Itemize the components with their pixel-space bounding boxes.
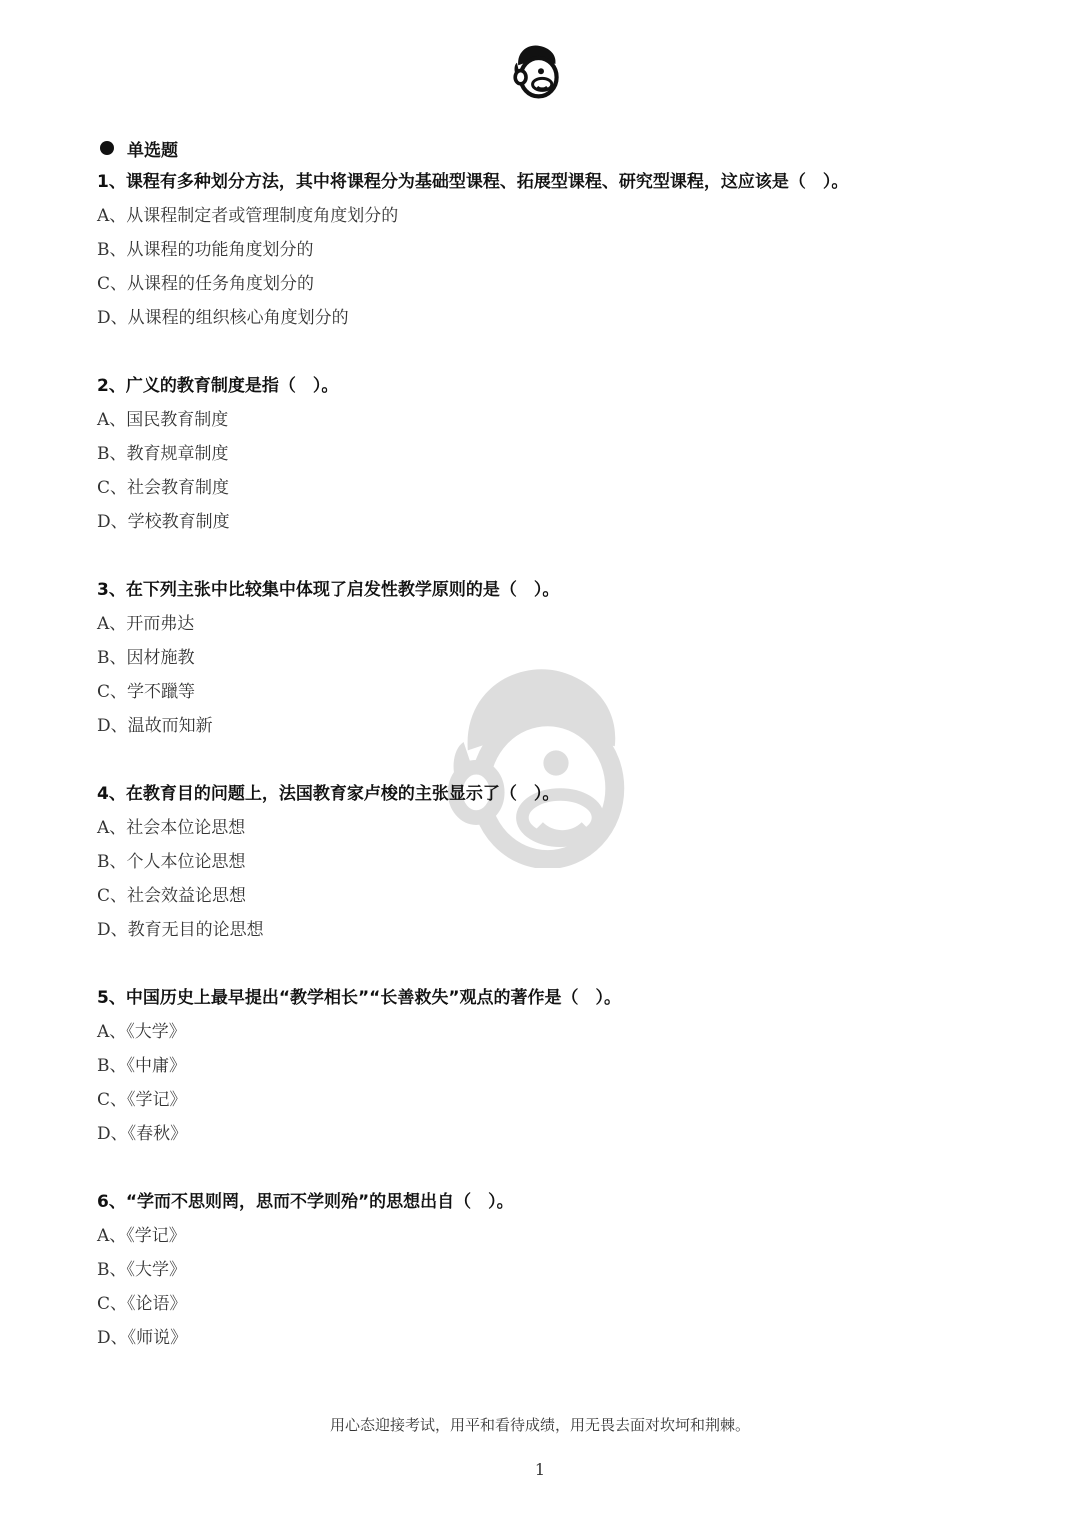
option-d: D、《师说》 xyxy=(97,1328,188,1348)
option-d: D、学校教育制度 xyxy=(97,512,230,532)
option-d: D、《春秋》 xyxy=(97,1124,188,1144)
option-c: C、社会教育制度 xyxy=(97,478,230,498)
question-6 xyxy=(97,1185,997,1355)
option-c: C、从课程的任务角度划分的 xyxy=(97,274,315,294)
option-a: A、《大学》 xyxy=(97,1022,186,1042)
option-a: A、社会本位论思想 xyxy=(97,818,246,838)
option-c: C、《论语》 xyxy=(97,1294,187,1314)
question-text: 5、中国历史上最早提出“教学相长”“长善救失”观点的著作是（ ）。 xyxy=(97,988,622,1008)
option-b: B、《大学》 xyxy=(97,1260,186,1280)
question-text: 3、在下列主张中比较集中体现了启发性教学原则的是（ ）。 xyxy=(97,580,560,600)
option-c: C、《学记》 xyxy=(97,1090,187,1110)
question-3 xyxy=(97,573,997,743)
option-c: C、社会效益论思想 xyxy=(97,886,247,906)
footer-motto: 用心态迎接考试，用平和看待成绩，用无畏去面对坎坷和荆棘。 xyxy=(329,1416,750,1434)
page-number: 1 xyxy=(534,1460,546,1479)
option-a: A、国民教育制度 xyxy=(97,410,229,430)
question-text: 6、“学而不思则罔，思而不学则殆”的思想出自（ ）。 xyxy=(97,1192,514,1212)
monkey-logo-icon xyxy=(504,40,566,100)
option-b: B、个人本位论思想 xyxy=(97,852,246,872)
option-d: D、从课程的组织核心角度划分的 xyxy=(97,308,349,328)
option-a: A、从课程制定者或管理制度角度划分的 xyxy=(97,206,399,226)
question-text: 2、广义的教育制度是指（ ）。 xyxy=(97,376,339,396)
option-b: B、教育规章制度 xyxy=(97,444,229,464)
bullet-icon xyxy=(100,141,114,155)
question-5 xyxy=(97,981,997,1151)
option-b: B、《中庸》 xyxy=(97,1056,186,1076)
option-a: A、《学记》 xyxy=(97,1226,186,1246)
option-c: C、学不躐等 xyxy=(97,682,196,702)
question-text: 1、课程有多种划分方法，其中将课程分为基础型课程、拓展型课程、研究型课程，这应该是（ ）。 xyxy=(97,172,849,192)
question-list xyxy=(97,131,997,1389)
option-b: B、因材施教 xyxy=(97,648,195,668)
section-title: 单选题 xyxy=(127,140,178,161)
option-d: D、温故而知新 xyxy=(97,716,213,736)
section-heading xyxy=(97,131,997,165)
option-b: B、从课程的功能角度划分的 xyxy=(97,240,314,260)
question-text: 4、在教育目的问题上，法国教育家卢梭的主张显示了（ ）。 xyxy=(97,784,560,804)
option-d: D、教育无目的论思想 xyxy=(97,920,264,940)
question-2 xyxy=(97,369,997,539)
question-4 xyxy=(97,777,997,947)
option-a: A、开而弗达 xyxy=(97,614,195,634)
question-1 xyxy=(97,165,997,335)
